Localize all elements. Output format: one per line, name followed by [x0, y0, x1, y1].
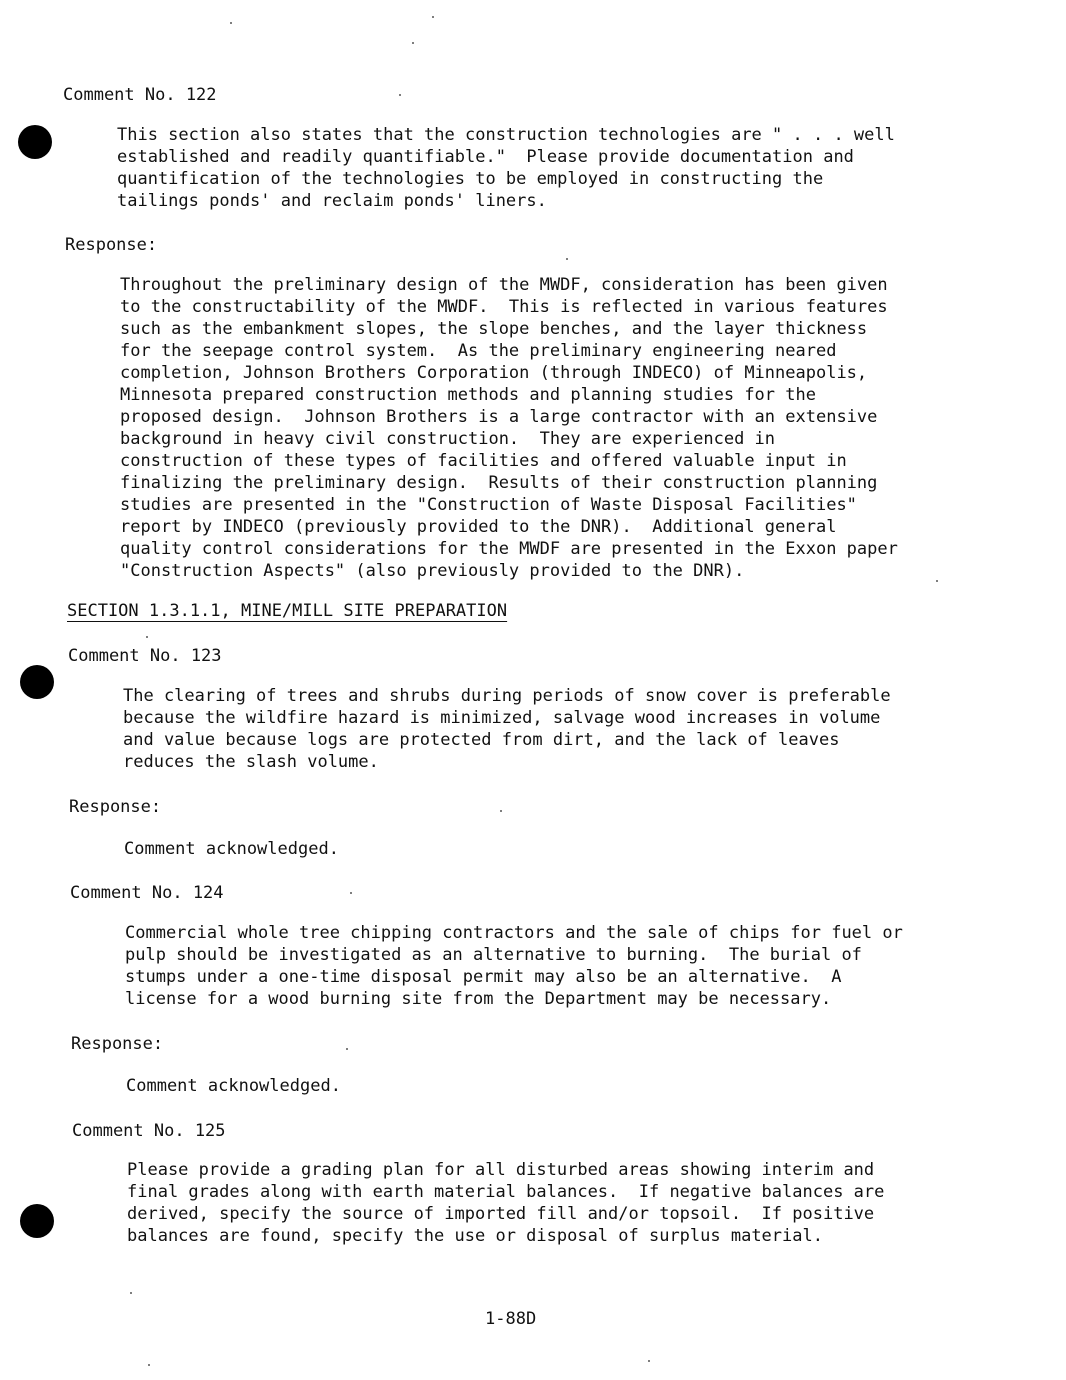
- response-body: [126, 1075, 341, 1097]
- text-line: pulp should be investigated as an alternative to burning. The burial of: [125, 945, 862, 965]
- comment-label: Comment No. 124: [70, 883, 224, 903]
- text-line: to the constructability of the MWDF. This is reflected in various features: [120, 297, 888, 317]
- text-line: because the wildfire hazard is minimized, salvage wood increases in volume: [123, 708, 881, 728]
- text-line: background in heavy civil construction. They are experienced in: [120, 429, 776, 449]
- comment-label: Comment No. 122: [63, 85, 217, 105]
- text-line: finalizing the preliminary design. Results of their construction planning: [120, 473, 878, 493]
- response-label: Response:: [71, 1034, 164, 1054]
- text-line: completion, Johnson Brothers Corporation (through INDECO) of Minneapolis,: [120, 363, 868, 383]
- scan-speck: [432, 16, 434, 18]
- response-label: Response:: [65, 235, 158, 255]
- scan-speck: [350, 892, 352, 894]
- response-body: [120, 274, 898, 582]
- comment-label: Comment No. 125: [72, 1121, 226, 1141]
- comment-label: Comment No. 123: [68, 646, 222, 666]
- text-line: license for a wood burning site from the Department may be necessary.: [125, 989, 832, 1009]
- text-line: "Construction Aspects" (also previously provided to the DNR).: [120, 561, 745, 581]
- section-heading: SECTION 1.3.1.1, MINE/MILL SITE PREPARATION: [67, 601, 508, 621]
- text-line: tailings ponds' and reclaim ponds' liners.: [117, 191, 547, 211]
- scan-speck: [648, 1360, 650, 1362]
- scan-speck: [936, 580, 938, 582]
- response-label: Response:: [69, 797, 162, 817]
- text-line: The clearing of trees and shrubs during periods of snow cover is preferable: [123, 686, 891, 706]
- scan-speck: [399, 94, 401, 96]
- text-line: such as the embankment slopes, the slope benches, and the layer thickness: [120, 319, 868, 339]
- page-number: 1-88D: [485, 1309, 537, 1329]
- text-line: for the seepage control system. As the preliminary engineering neared: [120, 341, 837, 361]
- text-line: Commercial whole tree chipping contractors and the sale of chips for fuel or: [125, 923, 903, 943]
- comment-body: [125, 922, 903, 1010]
- scan-speck: [230, 22, 232, 24]
- scan-speck: [566, 258, 568, 260]
- text-line: report by INDECO (previously provided to the DNR). Additional general: [120, 517, 837, 537]
- punch-hole-middle: [20, 665, 54, 699]
- text-line: studies are presented in the "Construction of Waste Disposal Facilities": [120, 495, 857, 515]
- text-line: reduces the slash volume.: [123, 752, 379, 772]
- text-line: established and readily quantifiable." Please provide documentation and: [117, 147, 854, 167]
- text-line: final grades along with earth material balances. If negative balances are: [127, 1182, 885, 1202]
- text-line: balances are found, specify the use or disposal of surplus material.: [127, 1226, 823, 1246]
- comment-body: [127, 1159, 884, 1247]
- scan-speck: [146, 636, 148, 638]
- punch-hole-top: [18, 125, 52, 159]
- text-line: Minnesota prepared construction methods and planning studies for the: [120, 385, 816, 405]
- response-body: [124, 838, 339, 860]
- punch-hole-bottom: [20, 1204, 54, 1238]
- scan-speck: [500, 810, 502, 812]
- text-line: stumps under a one-time disposal permit may also be an alternative. A: [125, 967, 842, 987]
- scan-speck: [346, 1048, 348, 1050]
- text-line: quality control considerations for the MWDF are presented in the Exxon paper: [120, 539, 898, 559]
- text-line: construction of these types of facilities and offered valuable input in: [120, 451, 847, 471]
- text-line: Comment acknowledged.: [126, 1076, 341, 1096]
- text-line: and value because logs are protected from dirt, and the lack of leaves: [123, 730, 840, 750]
- text-line: Throughout the preliminary design of the MWDF, consideration has been given: [120, 275, 888, 295]
- comment-body: [117, 124, 895, 212]
- text-line: quantification of the technologies to be employed in constructing the: [117, 169, 824, 189]
- scan-speck: [148, 1364, 150, 1366]
- text-line: derived, specify the source of imported fill and/or topsoil. If positive: [127, 1204, 875, 1224]
- text-line: Please provide a grading plan for all disturbed areas showing interim and: [127, 1160, 875, 1180]
- text-line: This section also states that the construction technologies are " . . . well: [117, 125, 895, 145]
- scan-speck: [412, 42, 414, 44]
- scan-speck: [130, 1292, 132, 1294]
- text-line: Comment acknowledged.: [124, 839, 339, 859]
- comment-body: [123, 685, 891, 773]
- text-line: proposed design. Johnson Brothers is a large contractor with an extensive: [120, 407, 878, 427]
